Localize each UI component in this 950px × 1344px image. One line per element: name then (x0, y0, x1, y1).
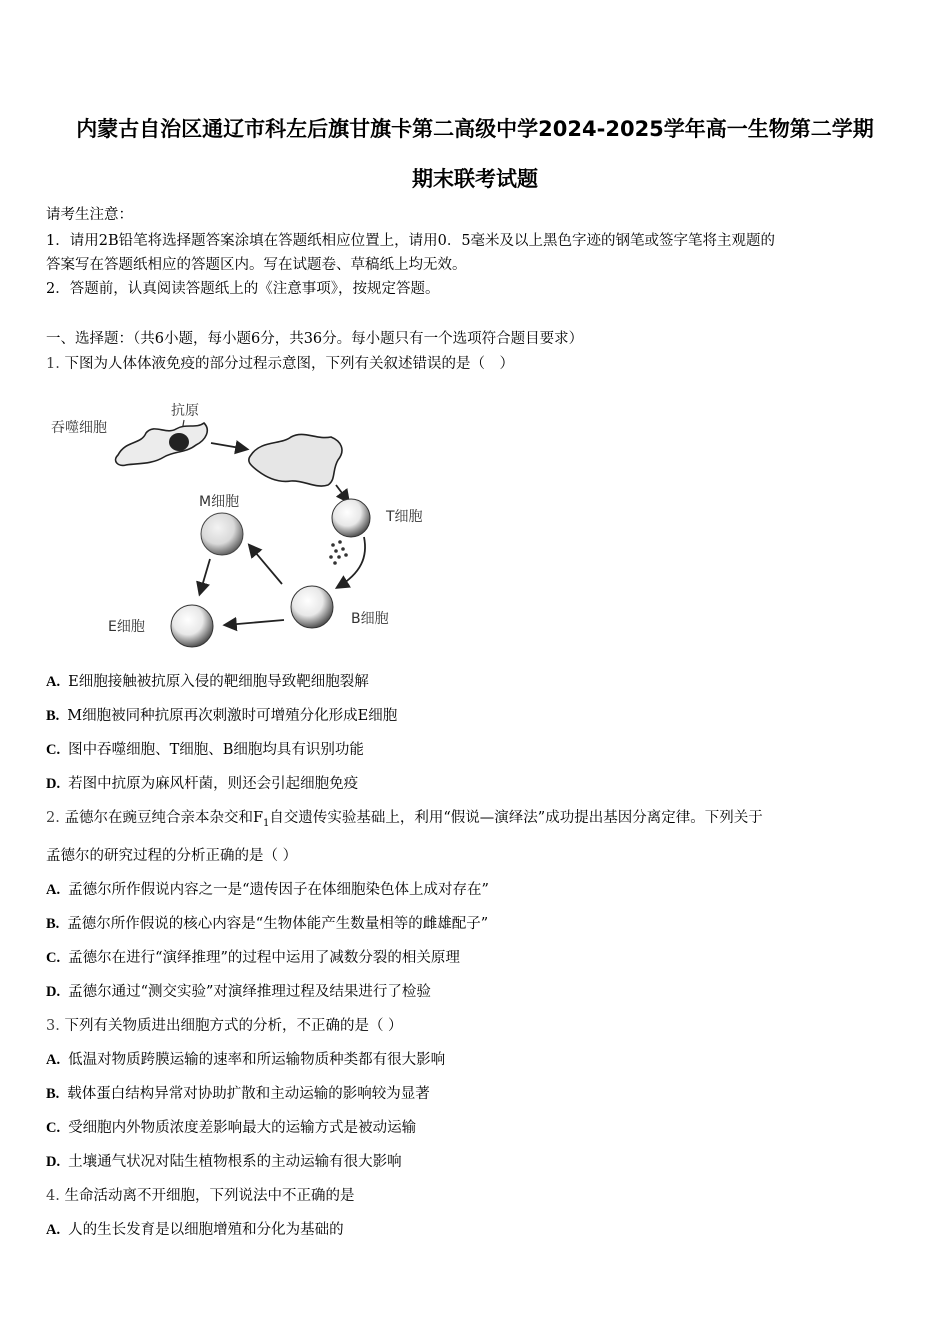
question-number: 3. (46, 1018, 60, 1034)
arrow-phagocyte-to-presenting (211, 443, 246, 449)
question-text-cont: 自交遗传实验基础上，利用“假说—演绎法”成功提出基因分离定律。下列关于 (269, 810, 763, 826)
option-letter: C. (46, 950, 61, 966)
option-letter: C. (46, 742, 61, 758)
notice-item1-line2: 答案写在答题纸相应的答题区内。写在试题卷、草稿纸上均无效。 (46, 257, 467, 273)
antigen-presenting-cell (249, 434, 342, 486)
question-text: 下图为人体体液免疫的部分过程示意图，下列有关叙述错误的是（ ） (64, 356, 514, 372)
b-cell (291, 586, 333, 628)
arrow-t-to-b (338, 537, 365, 587)
option-letter: C. (46, 1120, 61, 1136)
subscript: 1 (263, 817, 270, 829)
question-3-option-b[interactable] (46, 1082, 430, 1103)
notice-item2: 2．答题前，认真阅读答题纸上的《注意事项》，按规定答题。 (46, 281, 440, 297)
question-number: 4. (46, 1188, 60, 1204)
question-1-stem (46, 352, 514, 373)
question-text: 孟德尔在豌豆纯合亲本杂交和F (64, 810, 264, 826)
option-text: 孟德尔所作假说内容之一是“遗传因子在体细胞染色体上成对存在” (68, 882, 489, 898)
question-4-stem (46, 1184, 354, 1205)
e-cell-label: E细胞 (108, 619, 145, 635)
question-3-stem (46, 1014, 403, 1035)
question-2-stem-line2: 孟德尔的研究过程的分析正确的是（ ） (46, 848, 298, 864)
page-title-line1: 内蒙古自治区通辽市科左后旗甘旗卡第二高级中学2024-2025学年高一生物第二学期 (76, 117, 874, 141)
option-text: 图中吞噬细胞、T细胞、B细胞均具有识别功能 (68, 742, 364, 758)
question-number: 1. (46, 356, 60, 372)
option-letter: B. (46, 708, 60, 724)
option-text: E细胞接触被抗原入侵的靶细胞导致靶细胞裂解 (68, 674, 369, 690)
notice-item1-line1: 1．请用2B铅笔将选择题答案涂填在答题纸相应位置上，请用0．5毫米及以上黑色字迹的钢笔或签字笔将主观题的 (46, 233, 776, 249)
option-letter: D. (46, 984, 61, 1000)
arrow-m-to-e (200, 559, 210, 593)
option-text: 土壤通气状况对陆生植物根系的主动运输有很大影响 (68, 1154, 402, 1170)
question-number: 2. (46, 810, 60, 826)
question-2-option-b[interactable] (46, 912, 488, 933)
option-text: 载体蛋白结构异常对协助扩散和主动运输的影响较为显著 (67, 1086, 430, 1102)
question-3-option-d[interactable] (46, 1150, 402, 1171)
option-text: 低温对物质跨膜运输的速率和所运输物质种类都有很大影响 (68, 1052, 446, 1068)
arrow-b-to-e (226, 620, 284, 625)
question-2-option-a[interactable] (46, 878, 489, 899)
question-4-option-a[interactable] (46, 1218, 344, 1239)
question-1-option-b[interactable] (46, 704, 397, 725)
phagocyte-label: 吞噬细胞 (51, 420, 107, 436)
question-3-option-a[interactable] (46, 1048, 445, 1069)
t-cell (332, 499, 370, 537)
e-cell (171, 605, 213, 647)
question-1-option-a[interactable] (46, 670, 369, 691)
option-letter: A. (46, 1222, 61, 1238)
option-text: 人的生长发育是以细胞增殖和分化为基础的 (68, 1222, 344, 1238)
question-3-option-c[interactable] (46, 1116, 416, 1137)
option-letter: A. (46, 1052, 61, 1068)
m-cell-label: M细胞 (199, 494, 240, 510)
option-letter: A. (46, 674, 61, 690)
question-2-stem (46, 806, 763, 829)
question-2-option-d[interactable] (46, 980, 431, 1001)
t-cell-label: T细胞 (386, 509, 423, 525)
option-letter: B. (46, 1086, 60, 1102)
option-text: 孟德尔通过“测交实验”对演绎推理过程及结果进行了检验 (68, 984, 431, 1000)
m-cell (201, 513, 243, 555)
option-text: 若图中抗原为麻风杆菌，则还会引起细胞免疫 (68, 776, 359, 792)
phagocyte-cell (116, 423, 208, 465)
question-1-option-d[interactable] (46, 772, 358, 793)
question-1-option-c[interactable] (46, 738, 364, 759)
arrow-to-t-cell (336, 485, 348, 501)
lymphokine-dots (329, 540, 348, 565)
page-title-line2: 期末联考试题 (412, 167, 538, 191)
option-letter: D. (46, 776, 61, 792)
question-2-option-c[interactable] (46, 946, 460, 967)
option-letter: D. (46, 1154, 61, 1170)
immune-process-diagram (46, 385, 446, 660)
option-letter: A. (46, 882, 61, 898)
option-text: 受细胞内外物质浓度差影响最大的运输方式是被动运输 (68, 1120, 417, 1136)
option-text: 孟德尔在进行“演绎推理”的过程中运用了减数分裂的相关原理 (68, 950, 460, 966)
option-text: 孟德尔所作假说的核心内容是“生物体能产生数量相等的雌雄配子” (67, 916, 489, 932)
option-letter: B. (46, 916, 60, 932)
arrow-b-to-m (250, 546, 282, 584)
antigen-label: 抗原 (171, 403, 199, 419)
option-text: M细胞被同种抗原再次刺激时可增殖分化形成E细胞 (67, 708, 398, 724)
notice-heading: 请考生注意： (46, 207, 133, 223)
question-text: 下列有关物质进出细胞方式的分析，不正确的是（ ） (64, 1018, 403, 1034)
section-heading: 一、选择题：（共6小题，每小题6分，共36分。每小题只有一个选项符合题目要求） (46, 331, 584, 347)
antigen-particle (169, 433, 189, 451)
question-text: 生命活动离不开细胞，下列说法中不正确的是 (64, 1188, 355, 1204)
b-cell-label: B细胞 (351, 611, 389, 627)
